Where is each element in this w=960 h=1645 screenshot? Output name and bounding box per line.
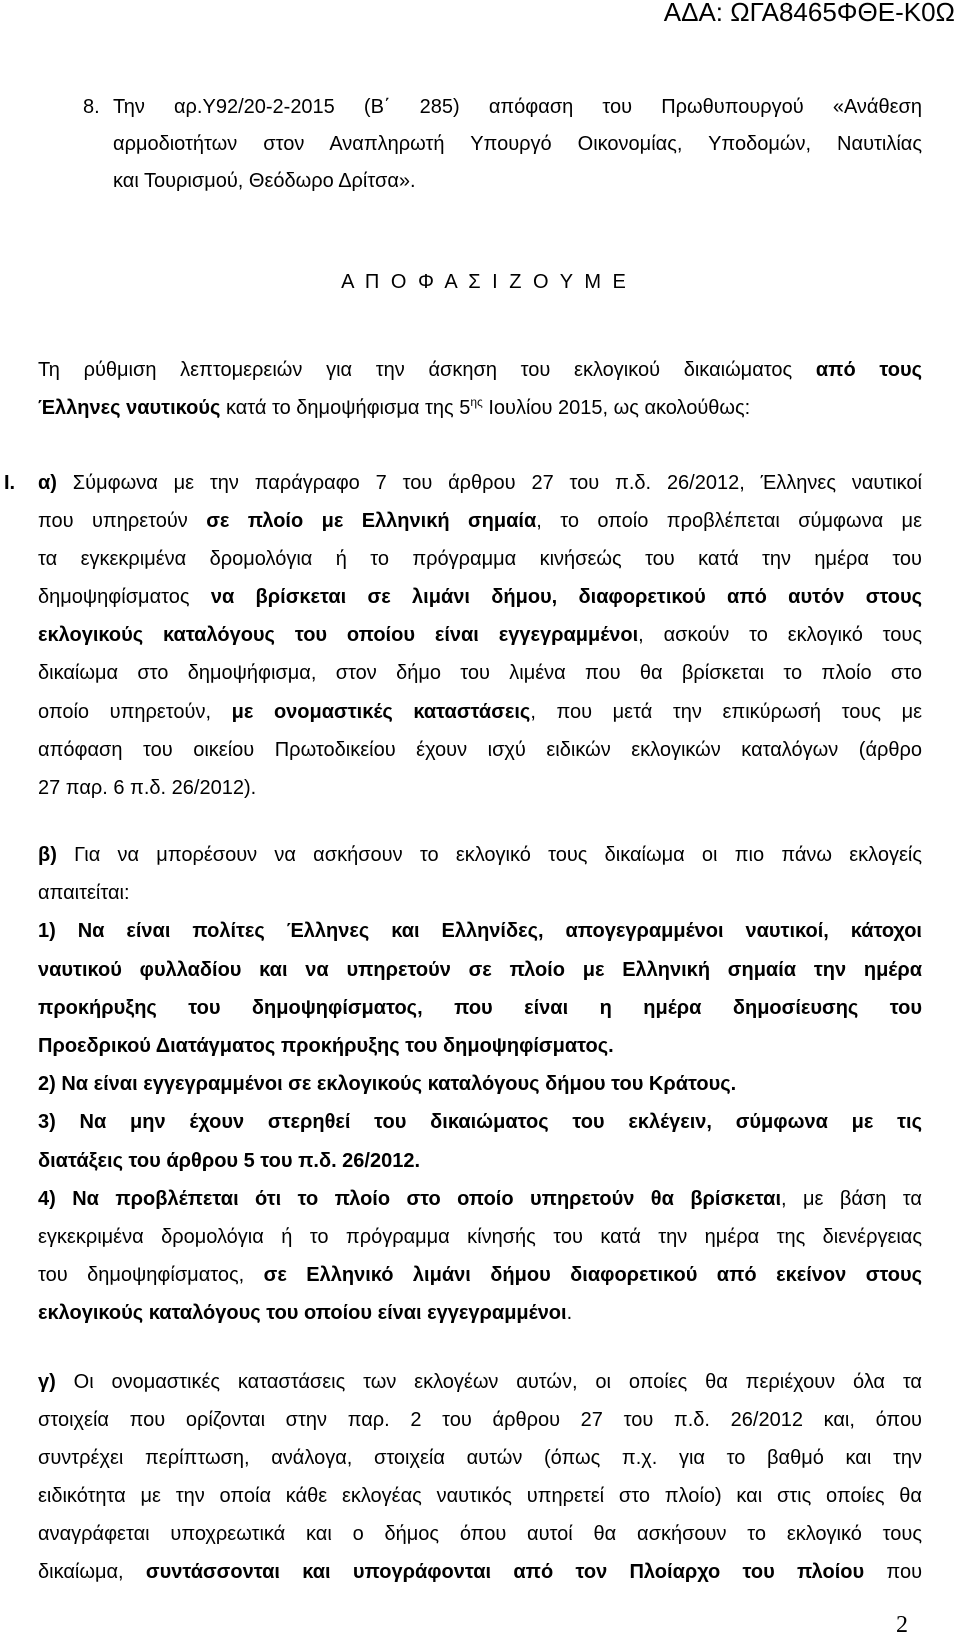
text-run: Οι ονομαστικές καταστάσεις των εκλογέων αυτών, οι οποίες θα περιέχουν όλα τα [55, 1371, 922, 1393]
bold-text: συντάσσονται και υπογράφονται από τον Πλοίαρχο του πλοίου [145, 1561, 865, 1583]
text-run: Την αρ.Υ92/20-2-2015 (Β΄ 285) απόφαση του Πρωθυπουργού «Ανάθεση [113, 96, 922, 118]
text-line [38, 464, 922, 502]
text-run: . [566, 1302, 573, 1325]
text-line [38, 874, 922, 912]
text-run: 27 παρ. 6 π.δ. 26/2012). [38, 776, 257, 799]
bold-text: Προεδρικού Διατάγματος προκήρυξης του δημοψηφίσματος. [38, 1035, 614, 1058]
intro-paragraph [38, 351, 922, 427]
text-line [38, 1218, 922, 1256]
bold-text: β) [38, 844, 57, 866]
document-ada-code: ΑΔΑ: ΩΓΑ8465ΦΘΕ-Κ0Ω [663, 0, 955, 27]
text-run: Για να μπορέσουν να ασκήσουν το εκλογικό τους δικαίωμα οι πιο πάνω εκλογείς [56, 844, 922, 866]
bold-text: από τους [815, 359, 922, 381]
bold-text: 2) Να είναι εγγεγραμμένοι σε εκλογικούς καταλόγους δήμου του Κράτους. [38, 1073, 737, 1096]
text-line [38, 1553, 922, 1591]
text-run: αρμοδιοτήτων στον Αναπληρωτή Υπουργό Οικονομίας, Υποδομών, Ναυτιλίας [113, 133, 922, 155]
text-run: αναγράφεται υποχρεωτικά και ο δήμος όπου αυτοί θα ασκήσουν το εκλογικό τους [38, 1523, 922, 1545]
bold-text: εκλογικούς καταλόγους του οποίου είναι εγγεγραμμένοι [38, 1302, 567, 1325]
text-line [38, 1065, 922, 1103]
text-line [38, 389, 922, 427]
section-numeral: Ι. [4, 472, 16, 494]
text-run: και Τουρισμού, Θεόδωρο Δρίτσα». [113, 170, 416, 192]
text-line [38, 693, 922, 731]
text-line [38, 836, 922, 874]
list-item-number: 8. [83, 96, 100, 118]
text-run: συντρέχει περίπτωση, ανάλογα, στοιχεία αυτών (όπως π.χ. για το βαθμό και την [38, 1447, 922, 1469]
text-run: δημοψηφίσματος [38, 586, 211, 609]
text-line [38, 1294, 922, 1332]
text-run: εγκεκριμένα δρομολόγια ή το πρόγραμμα κίνησής του κατά την ημέρα της διενέργειας [38, 1226, 922, 1249]
section-b-paragraph [38, 836, 922, 1333]
bold-text: σε Ελληνικό λιμάνι δήμου διαφορετικού από εκείνον στους [263, 1264, 923, 1287]
bold-text: 4) Να προβλέπεται ότι το πλοίο στο οποίο υπηρετούν θα βρίσκεται [38, 1187, 782, 1210]
text-line [113, 126, 922, 163]
text-run: δικαίωμα, [38, 1561, 146, 1583]
text-run: στοιχεία που ορίζονται στην παρ. 2 του άρθρου 27 του π.δ. 26/2012 και, όπου [38, 1409, 922, 1431]
bold-text: α) [38, 472, 57, 494]
text-line [38, 1103, 922, 1141]
text-line [38, 912, 922, 950]
text-run: ειδικότητα με την οποία κάθε εκλογέας ναυτικός υπηρετεί στο πλοίο) και στις οποίες θα [38, 1485, 922, 1507]
text-run: , ασκούν το εκλογικό τους [638, 624, 922, 647]
text-line [38, 989, 922, 1027]
text-run: δικαίωμα στο δημοψήφισμα, στον δήμο του λιμένα που θα βρίσκεται το πλοίο στο [38, 662, 922, 685]
bold-text: προκήρυξης του δημοψηφίσματος, που είναι η ημέρα δημοσίευσης του [38, 996, 922, 1019]
text-run: που υπηρετούν [38, 510, 207, 533]
text-line [38, 731, 922, 769]
text-run: , το οποίο προβλέπεται σύμφωνα με [536, 510, 922, 533]
text-run: οποίο υπηρετούν, [38, 700, 232, 723]
bold-text: Έλληνες ναυτικούς [38, 397, 221, 419]
text-line [38, 1401, 922, 1439]
bold-text: 3) Να μην έχουν στερηθεί του δικαιώματος του εκλέγειν, σύμφωνα με τις [38, 1111, 922, 1134]
text-line [38, 1027, 922, 1065]
text-line [38, 540, 922, 578]
text-line [38, 1515, 922, 1553]
text-run: κατά το δημοψήφισμα της 5 [220, 397, 471, 419]
text-run: Τη ρύθμιση λεπτομερειών για την άσκηση του εκλογικού δικαιώματος [38, 359, 816, 381]
text-run: , με βάση τα [781, 1187, 922, 1210]
text-line [38, 769, 922, 807]
bold-text: γ) [38, 1371, 56, 1393]
text-line [113, 89, 922, 126]
text-line [38, 1477, 922, 1515]
bold-text: ναυτικού φυλλαδίου και να υπηρετούν σε πλοίο με Ελληνική σημαία την ημέρα [38, 958, 922, 981]
text-run: απόφαση του οικείου Πρωτοδικείου έχουν ισχύ ειδικών εκλογικών καταλόγων (άρθρο [38, 738, 922, 761]
bold-text: εκλογικούς καταλόγους του οποίου είναι εγγεγραμμένοι [38, 624, 639, 647]
text-run: τα εγκεκριμένα δρομολόγια ή το πρόγραμμα κινήσεώς του κατά την ημέρα του [38, 548, 922, 571]
text-line [38, 351, 922, 389]
text-run: Ιουλίου 2015, ως ακολούθως: [482, 397, 751, 419]
bold-text: να βρίσκεται σε λιμάνι δήμου, διαφορετικού από αυτόν στους [210, 586, 923, 609]
text-line [38, 654, 922, 692]
text-run: απαιτείται: [38, 882, 130, 905]
text-run: του δημοψηφίσματος, [38, 1264, 264, 1287]
bold-text: διατάξεις του άρθρου 5 του π.δ. 26/2012. [38, 1149, 421, 1172]
bold-text: σε πλοίο με Ελληνική σημαία [206, 510, 537, 533]
text-line [113, 163, 922, 200]
text-run: που [864, 1561, 923, 1583]
text-run: Σύμφωνα με την παράγραφο 7 του άρθρου 27 του π.δ. 26/2012, Έλληνες ναυτικοί [56, 472, 922, 494]
text-line [38, 1363, 922, 1401]
list-item-8-text [113, 89, 922, 200]
page-number: 2 [896, 1612, 908, 1638]
text-line [38, 616, 922, 654]
section-c-paragraph [38, 1363, 922, 1591]
bold-text: 1) Να είναι πολίτες Έλληνες και Ελληνίδες, απογεγραμμένοι ναυτικοί, κάτοχοι [38, 920, 922, 943]
section-a-paragraph [38, 464, 922, 807]
text-line [38, 578, 922, 616]
text-line [38, 1180, 922, 1218]
text-run: , που μετά την επικύρωσή τους με [530, 700, 923, 723]
text-line [38, 502, 922, 540]
text-line [38, 951, 922, 989]
superscript-text: ης [470, 395, 483, 409]
text-line [38, 1256, 922, 1294]
decision-heading: Α Π Ο Φ Α Σ Ι Ζ Ο Υ Μ Ε [341, 271, 629, 293]
text-line [38, 1439, 922, 1477]
bold-text: με ονομαστικές καταστάσεις [231, 700, 531, 723]
text-line [38, 1142, 922, 1180]
